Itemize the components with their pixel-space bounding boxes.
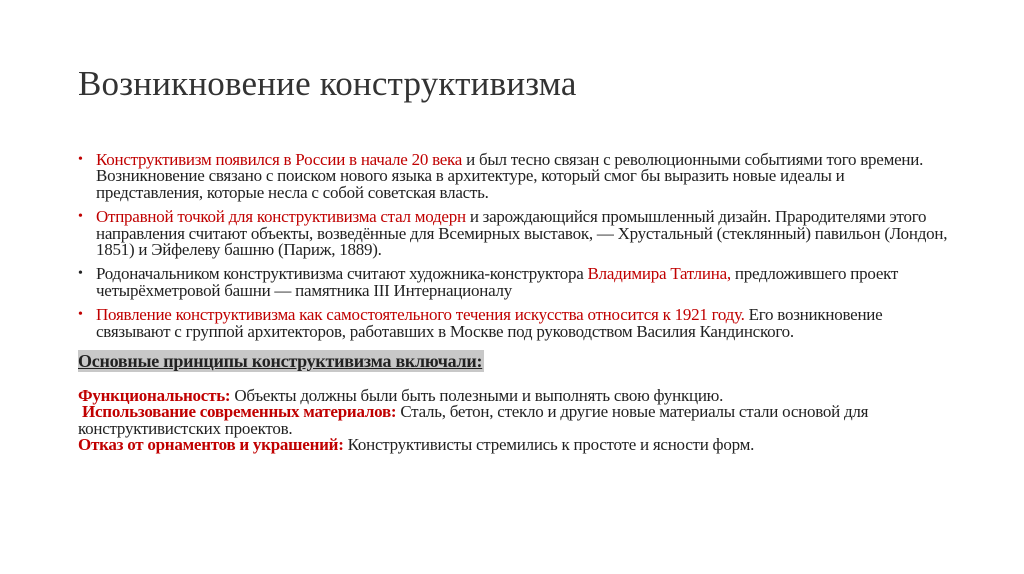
principle-label: Использование современных материалов: [78,402,397,422]
bullet-list [78,152,948,340]
bullet-icon: • [78,307,83,323]
bullet-item [78,307,948,340]
slide-title: Возникновение конструктивизма [78,64,577,103]
body-text: предложившего проект четырёхметровой башни — памятника III Интернационалу [96,264,899,300]
principle-label: Отказ от орнаментов и украшений: [78,435,344,455]
highlight-text: Появление конструктивизма как самостоятельного течения искусства относится к 1921 году. [96,305,745,325]
principle-item [78,404,948,437]
body-text: Его возникновение связывают с группой архитекторов, работавших в Москве под руководством Василия Кандинского. [96,305,883,341]
principle-text: Сталь, бетон, стекло и другие новые материалы стали основой для конструктивистских проектов. [78,402,869,438]
bullet-item [78,152,948,201]
body-text: и зарождающийся промышленный дизайн. Прародителями этого направления считают объекты, возведённые для Всемирных выставок, — Хрустальный (стеклянный) павильон (Лондон, 1851) и Эйфелеву башню (Париж, 1889). [96,207,948,260]
bullet-icon: • [78,266,83,282]
slide-content [78,152,948,454]
body-text: и был тесно связан с революционными событиями того времени. Возникновение связано с поиском нового языка в архитектуре, который смог бы выразить новые идеалы и представления, которые несла с собой советская власть. [96,150,924,202]
highlight-text: Владимира Татлина, [587,264,731,284]
principle-text: Объекты должны были быть полезными и выполнять свою функцию. [230,386,724,406]
highlight-text: Конструктивизм появился в России в начале 20 века [96,150,463,169]
principles-heading: Основные принципы конструктивизма включали: [78,351,483,372]
principle-text: Конструктивисты стремились к простоте и ясности форм. [343,435,755,455]
principle-item [78,437,948,453]
bullet-item [78,209,948,258]
principles-list [78,388,948,454]
principle-label: Функциональность: [78,386,231,406]
bullet-icon: • [78,209,83,225]
highlight-text: Отправной точкой для конструктивизма стал модерн [96,207,466,227]
bullet-icon: • [78,152,83,167]
body-text: Родоначальником конструктивизма считают художника-конструктора [96,264,588,284]
bullet-item [78,266,948,299]
